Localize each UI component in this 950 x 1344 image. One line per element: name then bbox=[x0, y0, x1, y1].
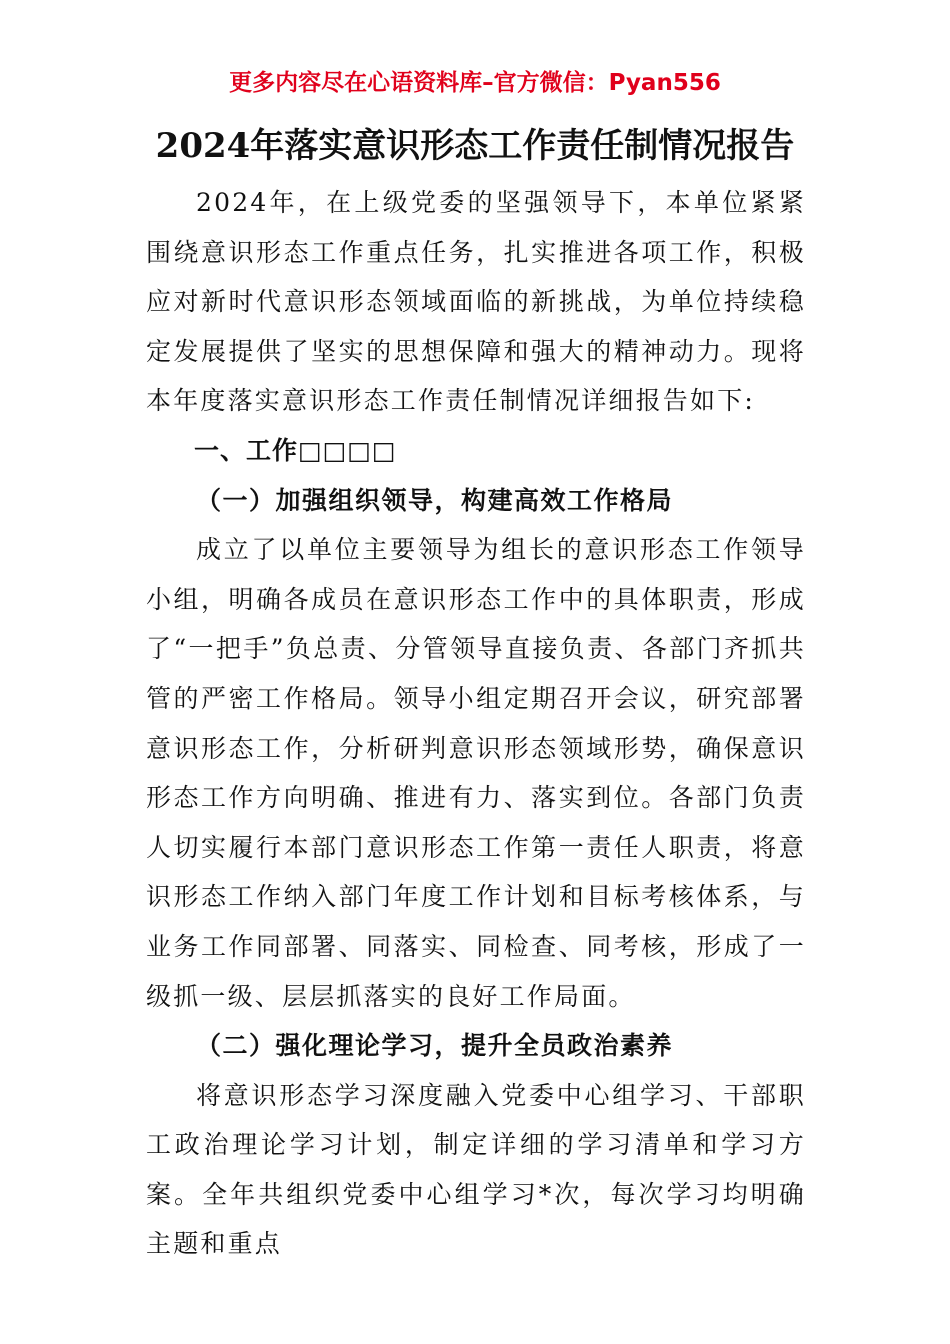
subsection-heading-1: （一）加强组织领导，构建高效工作格局 bbox=[196, 485, 674, 515]
document-body bbox=[146, 178, 806, 1269]
subsection-2-paragraph: 将意识形态学习深度融入党委中心组学习、干部职工政治理论学习计划，制定详细的学习清单和学习方案。全年共组织党委中心组学习*次，每次学习均明确主题和重点 bbox=[146, 1080, 806, 1259]
intro-paragraph: 2024年，在上级党委的坚强领导下，本单位紧紧围绕意识形态工作重点任务，扎实推进各项工作，积极应对新时代意识形态领域面临的新挑战，为单位持续稳定发展提供了坚实的思想保障和强大的精神动力。现将本年度落实意识形态工作责任制情况详细报告如下: bbox=[146, 188, 806, 416]
section-heading-1: 一、工作□□□□ bbox=[194, 435, 397, 465]
page-title: 2024年落实意识形态工作责任制情况报告 bbox=[155, 126, 795, 166]
subsection-1-paragraph: 成立了以单位主要领导为组长的意识形态工作领导小组，明确各成员在意识形态工作中的具体职责，形成了“一把手”负总责、分管领导直接负责、各部门齐抓共管的严密工作格局。领导小组定期召开会议，研究部署意识形态工作，分析研判意识形态领域形势，确保意识形态工作方向明确、推进有力、落实到位。各部门负责人切实履行本部门意识形态工作第一责任人职责，将意识形态工作纳入部门年度工作计划和目标考核体系，与业务工作同部署、同落实、同检查、同考核，形成了一级抓一级、层层抓落实的良好工作局面。 bbox=[146, 535, 806, 1011]
subsection-heading-2: （二）强化理论学习，提升全员政治素养 bbox=[196, 1031, 674, 1061]
header-watermark-note: 更多内容尽在心语资料库–官方微信：Pyan556 bbox=[229, 70, 721, 96]
